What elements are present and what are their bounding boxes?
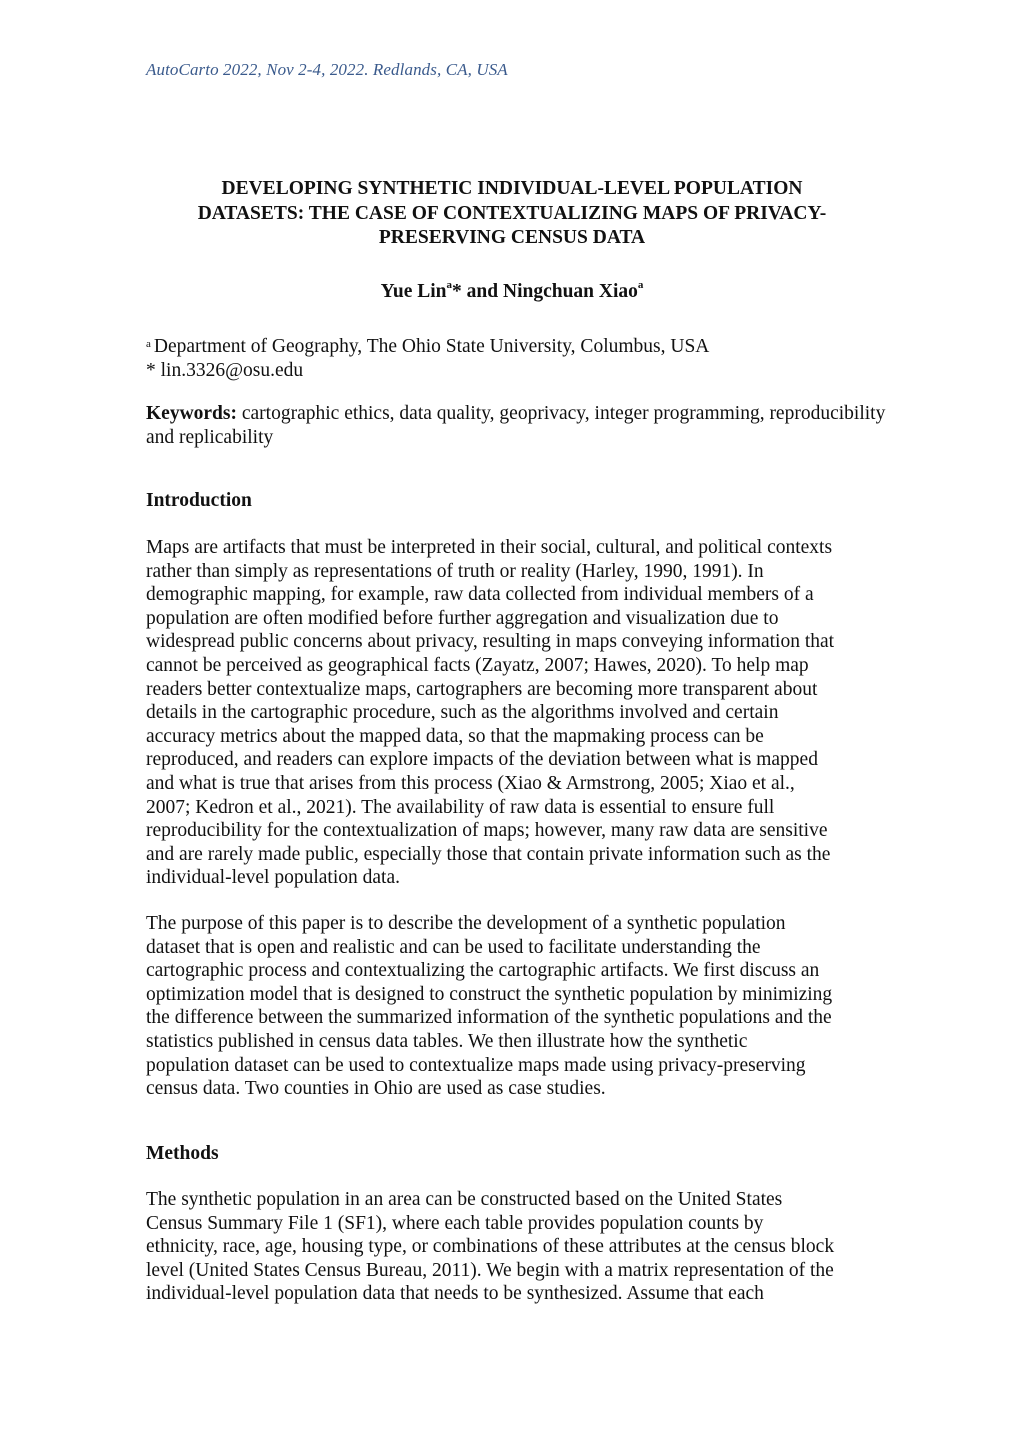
- text-line: rather than simply as representations of truth or reality (Harley, 1990, 1991). In: [146, 560, 764, 582]
- author-name: Ningchuan Xiao: [502, 281, 638, 302]
- text-line: optimization model that is designed to construct the synthetic population by minimizing: [146, 983, 833, 1005]
- affiliation-block: [146, 335, 709, 382]
- text-line: widespread public concerns about privacy, resulting in maps conveying information that: [146, 631, 835, 653]
- text-line: cartographic process and contextualizing the cartographic artifacts. We first discuss an: [146, 960, 820, 982]
- corresponding-mark: *: [452, 281, 462, 302]
- text-line: 2007; Kedron et al., 2021). The availability of raw data is essential to ensure full: [146, 796, 775, 818]
- affiliation-sup: a: [146, 338, 151, 350]
- text-line: dataset that is open and realistic and can be used to facilitate understanding the: [146, 936, 761, 958]
- text-line: ethnicity, race, age, housing type, or combinations of these attributes at the census block: [146, 1236, 835, 1258]
- text-line: statistics published in census data tables. We then illustrate how the synthetic: [146, 1030, 748, 1052]
- paper-title: [120, 177, 904, 251]
- text-line: accuracy metrics about the mapped data, so that the mapmaking process can be: [146, 725, 764, 747]
- affiliation-department: Department of Geography, The Ohio State University, Columbus, USA: [153, 336, 710, 357]
- text-line: details in the cartographic procedure, such as the algorithms involved and certain: [146, 702, 779, 724]
- keywords-block: [146, 402, 891, 450]
- running-header: AutoCarto 2022, Nov 2-4, 2022. Redlands, CA, USA: [146, 60, 508, 79]
- intro-paragraph-2: [146, 912, 906, 1101]
- author-list: [0, 281, 1024, 303]
- author-affil-sup: a: [446, 279, 453, 291]
- text-line: reproducibility for the contextualization of maps; however, many raw data are sensitive: [146, 820, 828, 842]
- section-heading-introduction: Introduction: [146, 490, 252, 511]
- text-line: The purpose of this paper is to describe the development of a synthetic population: [146, 913, 786, 934]
- keywords-label: Keywords:: [146, 403, 237, 424]
- text-line: individual-level population data.: [146, 867, 400, 889]
- section-heading-methods: Methods: [146, 1143, 219, 1164]
- title-line: DATASETS: THE CASE OF CONTEXTUALIZING MAPS OF PRIVACY-: [197, 202, 827, 224]
- keywords-text: cartographic ethics, data quality, geoprivacy, integer programming, reproducibility and replicability: [146, 403, 891, 448]
- text-line: reproduced, and readers can explore impacts of the deviation between what is mapped: [146, 749, 818, 771]
- text-line: demographic mapping, for example, raw data collected from individual members of a: [146, 584, 814, 606]
- title-line: DEVELOPING SYNTHETIC INDIVIDUAL-LEVEL POPULATION: [221, 178, 803, 199]
- title-line: PRESERVING CENSUS DATA: [378, 227, 646, 248]
- text-line: the difference between the summarized information of the synthetic populations and the: [146, 1007, 832, 1029]
- text-line: The synthetic population in an area can be constructed based on the United States: [146, 1189, 783, 1210]
- text-line: population are often modified before further aggregation and visualization due to: [146, 607, 779, 629]
- author-connector: and: [461, 281, 503, 302]
- text-line: level (United States Census Bureau, 2011). We begin with a matrix representation of the: [146, 1259, 834, 1281]
- text-line: population dataset can be used to contextualize maps made using privacy-preserving: [146, 1054, 806, 1076]
- intro-paragraph-1: [146, 536, 906, 890]
- methods-paragraph-1: [146, 1188, 906, 1306]
- text-line: readers better contextualize maps, cartographers are becoming more transparent about: [146, 678, 818, 700]
- affiliation-line: [146, 335, 709, 359]
- text-line: census data. Two counties in Ohio are used as case studies.: [146, 1078, 606, 1100]
- text-line: and are rarely made public, especially those that contain private information such as the: [146, 843, 831, 865]
- contact-email: * lin.3326@osu.edu: [146, 359, 304, 381]
- text-line: Census Summary File 1 (SF1), where each table provides population counts by: [146, 1212, 764, 1234]
- author-affil-sup: a: [637, 279, 644, 291]
- text-line: individual-level population data that needs to be synthesized. Assume that each: [146, 1283, 764, 1305]
- author-name: Yue Lin: [380, 281, 447, 302]
- text-line: cannot be perceived as geographical facts (Zayatz, 2007; Hawes, 2020). To help map: [146, 654, 809, 676]
- text-line: and what is true that arises from this process (Xiao & Armstrong, 2005; Xiao et al.,: [146, 772, 795, 794]
- text-line: Maps are artifacts that must be interpreted in their social, cultural, and political contexts: [146, 537, 833, 558]
